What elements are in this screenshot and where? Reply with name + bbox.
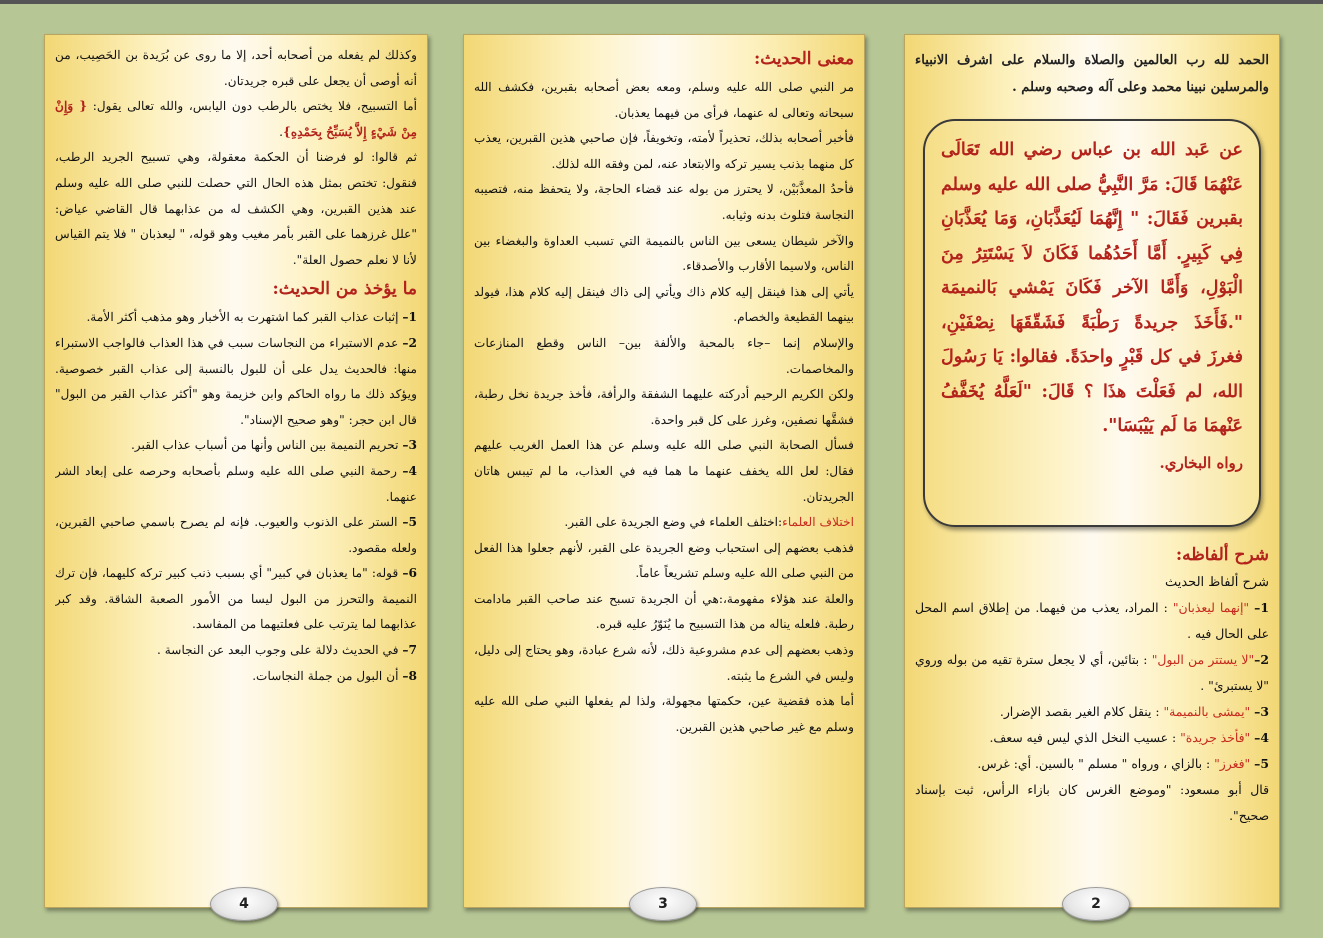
- paragraph: فذهب بعضهم إلى استحباب وضع الجريدة على القبر، لأنهم جعلوا هذا الفعل من النبي صلى الله عليه وسلم تشريعاً عاماً.: [474, 540, 854, 581]
- page-3-content: [474, 43, 854, 877]
- paragraph: والعلة عند هؤلاء مفهومة،:هي أن الجريدة تسبح عند صاحب القبر مادامت رطبة. فلعله يناله من هذا التسبيح ما يُنَوّرُ عليه قبره.: [474, 591, 854, 632]
- list-item: 8– أن البول من جملة النجاسات.: [252, 668, 417, 683]
- paragraph: ولكن الكريم الرحيم أدركته عليهما الشفقة والرأفة، فأخذ جريدة نخل رطبة، فشقَّها نصفين، وغرز على كل قبر واحدة.: [474, 387, 854, 427]
- page-3-panel: [463, 34, 865, 912]
- list-item: 4– "فأخذ جريدة" : عسيب النخل الذي ليس فيه سعف.: [989, 730, 1269, 745]
- list-item: 3– "يمشى بالنميمة" : ينقل كلام الغير بقصد الإضرار.: [999, 704, 1269, 719]
- page-number-badge: 4: [210, 887, 278, 921]
- paragraph: أما التسبيح، فلا يختص بالرطب دون اليابس، والله تعالى يقول: { وَإِنْ مِنْ شَيْءٍ إِلاَّ يُسَبِّحُ بِحَمْدِهِ}.: [55, 99, 417, 139]
- paragraph: فسأل الصحابة النبي صلى الله عليه وسلم عن هذا العمل الغريب عليهم فقال: لعل الله يخفف عنهما ما هما فيه في العذاب، ما لم تيبس هاتان الجريدتان.: [474, 438, 854, 504]
- closing-note: قال أبو مسعود: "وموضع الغرس كان بازاء الرأس، ثبت بإسناد صحيح".: [915, 782, 1269, 823]
- list-item: 1– إثبات عذاب القبر كما اشتهرت به الأخبار وهو مذهب أكثر الأمة.: [86, 310, 417, 325]
- lessons-list: [55, 305, 417, 689]
- paragraph: وكذلك لم يفعله من أصحابه أحد، إلا ما روى عن بُرَيدة بن الحَصِيب، من أنه أوصى أن يجعل على قبره جريدتان.: [55, 48, 417, 88]
- page-number-badge: 3: [629, 887, 697, 921]
- list-item: 5– "فغرز" : بالزاي ، ورواه " مسلم " بالسين. أي: غرس.: [977, 756, 1269, 771]
- paragraph: وذهب بعضهم إلى عدم مشروعية ذلك، لأنه شرع عبادة، وهو يحتاج إلى دليل، وليس في الشرع ما يثبته.: [474, 643, 854, 683]
- explanation-subheading: شرح ألفاظ الحديث: [1164, 575, 1269, 590]
- paragraph: فأحدُ المعذَّبَيْن، لا يحترز من بوله عند قضاء الحاجة، ولا يتحفظ منه، فتصيبه النجاسة فتلوث بدنه وثيابه.: [474, 182, 854, 222]
- list-item: 7– في الحديث دلالة على وجوب البعد عن النجاسة .: [156, 643, 417, 658]
- page-4-content: [55, 43, 417, 877]
- list-item: 5– الستر على الذنوب والعيوب. فإنه لم يصرح باسمي صاحبي القبرين، ولعله مقصود.: [55, 515, 417, 555]
- hadith-source: رواه البخاري.: [1159, 453, 1243, 472]
- page-number-badge: 2: [1062, 887, 1130, 921]
- scholars-disagreement: اختلاف العلماء:اختلف العلماء في وضع الجريدة على القبر.: [564, 515, 854, 530]
- paragraph: أما هذه فقضية عين، حكمتها مجهولة، ولذا لم يفعلها النبي صلى الله عليه وسلم مع غير صاحبي هذين القبرين.: [474, 694, 854, 734]
- list-item: 6– قوله: "ما يعذبان في كبير" أي بسبب ذنب كبير تركه كليهما، فإن ترك النميمة والتحرز من البول ليسا من الأمور الصعبة الشاقة. وقد كبر عذابهما لما يترتب على فعلتيهما من المفاسد.: [55, 566, 417, 632]
- window-top-border: [0, 0, 1323, 4]
- hadith-text: عن عَبد الله بن عباس رضي الله تَعَالَى عَنْهُمَا قَالَ: مَرَّ النَّبِيُّ صلى الله عليه وسلم بقبرين فَقَالَ: " إِنَّهُمَا لَيُعَذَّبَانِ، وَمَا يُعَذَّبَانِ فِي كَبِيرٍ. أَمَّا أَحَدُهُما فَكَانَ لاَ يَسْتَتِرُ مِنَ الْبَوْلِ، وَأَمَّا الآخر فَكَانَ يَمْشي بَالنميمَة ".فَأَخَذَ جريدةً رَطْبَةً فَشَقّقَهَا نِصْفَيْنِ، فغرزَ في كل قَبْرٍ واحدَةً. فقالوا: يَا رَسُولَ الله، لم فَعَلْتَ هذَا ؟ قَالَ: "لَعَلَّهُ يُخَفَّفُ عَنْهمَا مَا لَم يَيْبَسَا".: [941, 140, 1243, 436]
- explanation-list: [915, 595, 1269, 777]
- intro-text: الحمد لله رب العالمين والصلاة والسلام على اشرف الانبياء والمرسلين نبينا محمد وعلى آله وصحبه وسلم .: [915, 53, 1269, 95]
- page-2-content: [915, 43, 1269, 877]
- explanation-heading: شرح ألفاظه:: [1175, 545, 1269, 565]
- paragraph: يأتي إلى هذا فينقل إليه كلام ذاك ويأتي إلى ذاك فينقل إليه كلام هذا، فيولد بينهما القطيعة والخصام.: [474, 284, 854, 325]
- disagreement-label: اختلاف العلماء: [782, 515, 854, 530]
- lessons-heading: ما يؤخذ من الحديث:: [272, 279, 417, 300]
- page-2-panel: [904, 34, 1280, 912]
- list-item: 1– "إنهما ليعذبان" : المراد، يعذب من فيهما. من إطلاق اسم المحل على الحال فيه .: [915, 600, 1269, 641]
- page-4-panel: [44, 34, 428, 912]
- paragraph: فأخبر أصحابه بذلك، تحذيراً لأمته، وتخويفاً، فإن صاحبي هذين القبرين، يعذب كل منهما بذنب يسير تركه والابتعاد عنه، لمن وفقه الله لذلك.: [474, 131, 854, 171]
- list-item: 2– عدم الاستبراء من النجاسات سبب في هذا العذاب فالواجب الاستبراء منها: فالحديث يدل على أن للبول بالنسبة إلى عذاب القبر خصوصية. ويؤكد ذلك ما رواه الحاكم وابن خزيمة وهو "أكثر عذاب القبر من البول" قال ابن حجر: "وهو صحيح الإسناد".: [55, 335, 417, 427]
- quran-quote: { وَإِنْ مِنْ شَيْءٍ إِلاَّ يُسَبِّحُ بِحَمْدِهِ}: [55, 99, 417, 139]
- paragraph: مر النبي صلى الله عليه وسلم، ومعه بعض أصحابه بقبرين، فكشف الله سبحانه وتعالى له عنهما، فرأى من فيهما يعذبان.: [474, 80, 854, 120]
- list-item: 3– تحريم النميمة بين الناس وأنها من أسباب عذاب القبر.: [130, 438, 417, 453]
- paragraph: ثم قالوا: لو فرضنا أن الحكمة معقولة، وهي تسبيح الجريد الرطب، فنقول: تختص بمثل هذه الحال التي حصلت للنبي صلى الله عليه وسلم عند هذين القبرين، وهي الكشف له من عذابهما قال القاضي عياض: "علل غرزهما على القبر بأمر مغيب وهو قوله، " ليعذبان " فلا يتم القياس لأنا لا نعلم حصول العلة".: [55, 150, 417, 267]
- list-item: 2–"لا يستتر من البول" : بتائين، أي لا يجعل سترة تقيه من بوله وروي "لا يستبرئ" .: [915, 652, 1269, 693]
- meaning-heading: معنى الحديث:: [753, 49, 854, 69]
- list-item: 4– رحمة النبي صلى الله عليه وسلم بأصحابه وحرصه على إبعاد الشر عنهما.: [55, 463, 417, 504]
- hadith-box: [923, 119, 1261, 527]
- paragraph: والإسلام إنما –جاء بالمحبة والألفة بين– الناس وقطع المنازعات والمخاصمات.: [474, 335, 854, 376]
- paragraph: والآخر شيطان يسعى بين الناس بالنميمة التي تسبب العداوة والبغضاء بين الناس، ولاسيما الأقارب والأصدقاء.: [474, 233, 854, 274]
